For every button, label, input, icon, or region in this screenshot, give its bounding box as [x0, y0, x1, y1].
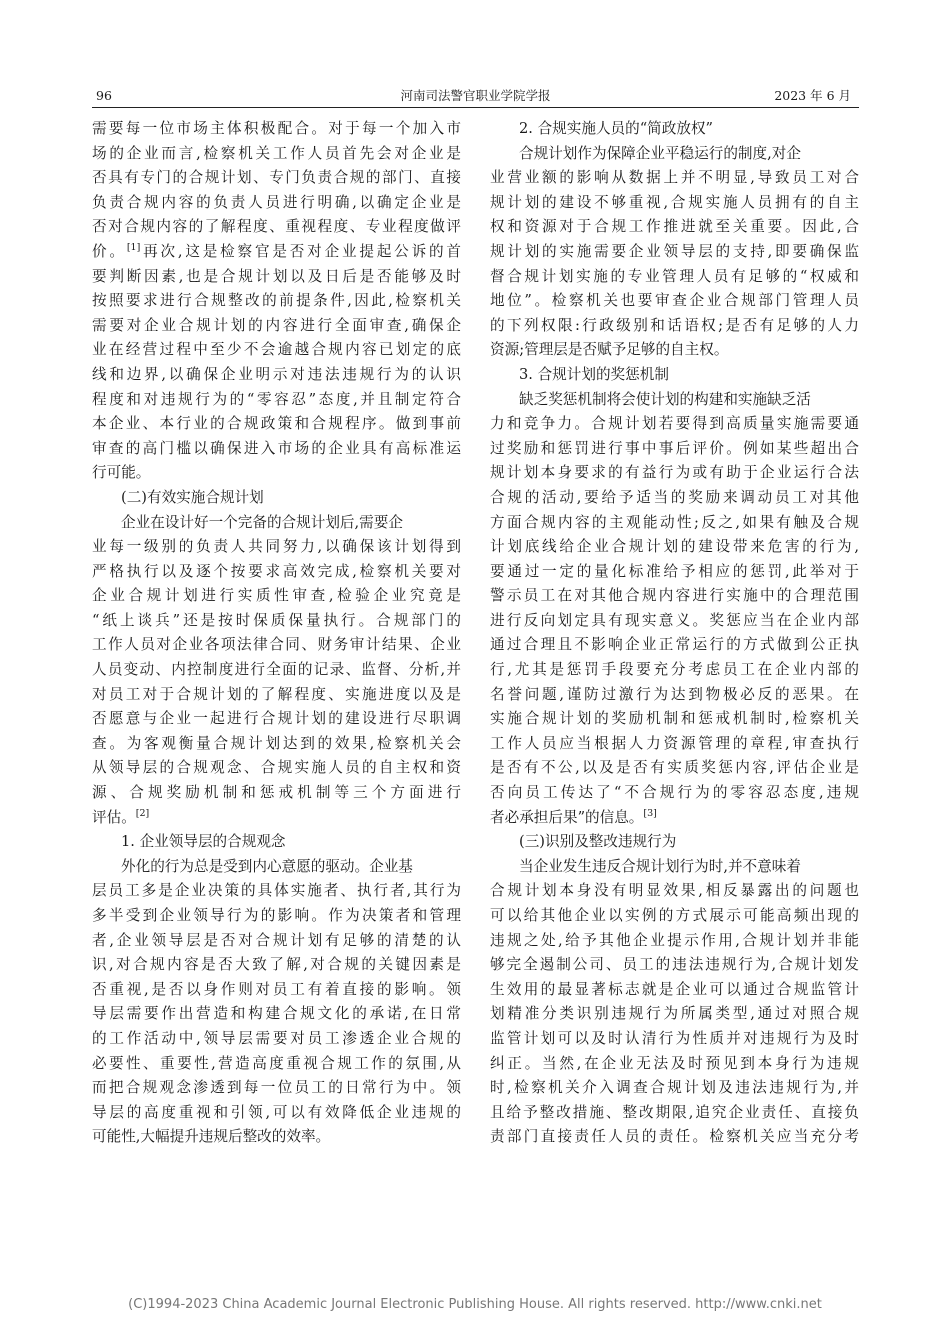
line-text: 地位”。检察机关也要审查企业合规部门管理人员: [490, 292, 859, 310]
line-text: 当企业发生违反合规计划行为时,并不意味着: [519, 857, 801, 875]
line-text: 合规计划本身没有明显效果,相反暴露出的问题也: [490, 882, 859, 900]
line-text: “纸上谈兵”还是按时保质保量执行。合规部门的: [92, 611, 461, 629]
line-text: 查。为客观衡量合规计划达到的效果,检察机关会: [92, 734, 461, 752]
text-line: [92, 338, 461, 363]
line-text: 违规之处,给予其他企业提示作用,合规计划并非能: [490, 931, 859, 949]
copyright-footer: (C)1994-2023 China Academic Journal Electronic Publishing House. All rights reserved. http://www.cnki.net: [128, 1297, 822, 1312]
text-line: [490, 314, 859, 339]
line-text: 多半受到企业领导行为的影响。作为决策者和管理: [92, 907, 461, 924]
text-line: [490, 142, 859, 167]
text-line: [92, 683, 461, 708]
page-number: 96: [96, 88, 112, 103]
line-text: 业在经营过程中至少不会逾越合规内容已划定的底: [92, 341, 461, 359]
line-text: (三)识别及整改违规行为: [519, 833, 677, 851]
text-line: [490, 461, 859, 486]
text-line: [490, 265, 859, 290]
line-text: 合规的活动,要给予适当的奖励来调动员工对其他: [490, 488, 859, 506]
line-text: 导层需要作出营造和构建合规文化的承诺,在日常: [92, 1005, 461, 1023]
line-text: 可以给其他企业以实例的方式展示可能高频出现的: [490, 907, 859, 924]
line-text: 进行反向划定具有现实意义。奖惩应当在企业内部: [490, 611, 859, 629]
line-text: 源、合规奖励机制和惩戒机制等三个方面进行: [92, 784, 461, 802]
text-line: [490, 806, 859, 831]
line-text: 本企业、本行业的合规政策和合规程序。做到事前: [92, 415, 461, 433]
text-line: [92, 461, 461, 486]
text-line: [490, 633, 859, 658]
text-line: [490, 486, 859, 511]
text-line: [490, 289, 859, 314]
text-line: [92, 756, 461, 781]
text-line: [490, 437, 859, 462]
line-text: 监管计划可以及时认清行为性质并对违规行为及时: [490, 1029, 859, 1047]
text-line: [490, 240, 859, 265]
text-line: [490, 1027, 859, 1052]
line-text: 层员工多是企业决策的具体实施者、执行者,其行为: [92, 882, 461, 900]
line-text: 1. 企业领导层的合规观念: [121, 833, 286, 851]
line-text: 价。: [92, 242, 127, 260]
line-text: 需要对企业合规计划的内容进行全面审查,确保企: [92, 316, 461, 334]
text-line: [490, 511, 859, 536]
text-line: [92, 1052, 461, 1077]
line-text: 要通过一定的量化标准给予相应的惩罚,此举对于: [490, 562, 859, 580]
text-line: [490, 1002, 859, 1027]
text-line: [92, 166, 461, 191]
line-text: 行,尤其是惩罚手段要充分考虑员工在企业内部的: [490, 661, 859, 679]
running-header: [92, 84, 859, 108]
citation-ref: [1]: [126, 242, 141, 254]
text-line: [490, 756, 859, 781]
text-line: [490, 707, 859, 732]
line-text: 缺乏奖惩机制将会使计划的构建和实施缺乏活: [519, 390, 811, 408]
line-text: 否重视,是否以身作则对员工有着直接的影响。领: [92, 980, 461, 998]
text-line: [92, 1076, 461, 1101]
text-line: [92, 1125, 461, 1150]
line-text: 导层的高度重视和引领,可以有效降低企业违规的: [92, 1103, 461, 1121]
text-line: [92, 879, 461, 904]
line-text: 的下列权限:行政级别和话语权;是否有足够的人力: [490, 316, 859, 334]
line-text: 划精准分类识别违规行为所属类型,通过对照合规: [490, 1005, 859, 1023]
right-column: [490, 117, 859, 1282]
text-line: [490, 535, 859, 560]
text-line: [490, 584, 859, 609]
line-text: 权和资源对于合规工作推进就至关重要。因此,合: [490, 218, 859, 236]
line-text: 生效用的最显著标志就是企业可以通过合规监管计: [490, 980, 859, 998]
text-line: [92, 265, 461, 290]
text-line: [92, 707, 461, 732]
text-line: [92, 1002, 461, 1027]
line-text: 实施合规计划的奖励机制和惩戒机制时,检察机关: [490, 710, 859, 728]
text-line: [92, 560, 461, 585]
text-line: [490, 1076, 859, 1101]
text-line: [92, 584, 461, 609]
text-line: [490, 338, 859, 363]
text-line: [490, 166, 859, 191]
line-text: 要判断因素,也是合规计划以及日后是否能够及时: [92, 267, 461, 285]
line-text: (二)有效实施合规计划: [121, 488, 264, 506]
text-line: [92, 412, 461, 437]
text-line: [490, 953, 859, 978]
text-line: [490, 879, 859, 904]
text-line: [92, 855, 461, 880]
text-line: [490, 363, 859, 388]
line-text: 业每一级别的负责人共同努力,以确保该计划得到: [92, 538, 461, 556]
line-text: 且给予整改措施、整改期限,追究企业责任、直接负: [490, 1103, 859, 1121]
text-line: [92, 486, 461, 511]
citation-ref: [3]: [643, 807, 657, 819]
line-text: 对员工对于合规计划的了解程度、实施进度以及是: [92, 685, 461, 703]
line-text: 警示员工在对其他合规内容进行实施中的合理范围: [490, 587, 859, 605]
line-text: 需要每一位市场主体积极配合。对于每一个加入市: [92, 120, 461, 137]
line-text: 可能性,大幅提升违规后整改的效率。: [92, 1128, 331, 1146]
line-text: 必要性、重要性,营造高度重视合规工作的氛围,从: [92, 1054, 461, 1072]
issue-date: 2023 年 6 月: [774, 88, 851, 103]
line-text: 计划底线给企业合规计划的建设带来危害的行为,: [490, 538, 859, 556]
text-line: [92, 191, 461, 216]
line-text: 资源;管理层是否赋予足够的自主权。: [490, 341, 729, 359]
text-line: [92, 978, 461, 1003]
line-text: 督合规计划实施的专业管理人员有足够的“权威和: [490, 267, 859, 285]
text-line: [490, 412, 859, 437]
line-text: 外化的行为总是受到内心意愿的驱动。企业基: [121, 857, 413, 875]
line-text: 行可能。: [92, 464, 151, 482]
text-line: [92, 1101, 461, 1126]
text-line: [92, 781, 461, 806]
line-text: 否向员工传达了“不合规行为的零容忍态度,违规: [490, 784, 859, 802]
line-text: 者,企业领导层是否对合规计划有足够的清楚的认: [92, 931, 461, 949]
line-text: 否对合规内容的了解程度、重视程度、专业程度做评: [92, 218, 461, 236]
line-text: 识,对合规内容是否大致了解,对合规的关键因素是: [92, 956, 461, 974]
line-text: 名誉问题,谨防过激行为达到物极必反的恶果。在: [490, 685, 859, 703]
citation-ref: [2]: [135, 807, 150, 819]
text-line: [92, 363, 461, 388]
line-text: 负责合规内容的负责人员进行明确,以确定企业是: [92, 193, 461, 211]
line-text: 审查的高门槛以确保进入市场的企业具有高标准运: [92, 439, 461, 457]
text-line: [490, 388, 859, 413]
text-line: [490, 978, 859, 1003]
text-line: [490, 1101, 859, 1126]
line-text: 企业在设计好一个完备的合规计划后,需要企: [121, 513, 403, 531]
line-text: 规计划本身要求的有益行为或有助于企业运行合法: [490, 464, 859, 482]
text-line: [92, 511, 461, 536]
text-line: [92, 732, 461, 757]
line-text: 方面合规内容的主观能动性;反之,如果有触及合规: [490, 513, 859, 531]
line-text: 纠正。当然,在企业无法及时预见到本身行为违规: [490, 1054, 859, 1072]
text-line: [92, 215, 461, 240]
text-line: [92, 535, 461, 560]
line-text: 场的企业而言,检察机关工作人员首先会对企业是: [92, 144, 461, 162]
line-text: 是否有不公,以及是否有实质奖惩内容,评估企业是: [490, 759, 859, 777]
text-line: [490, 215, 859, 240]
line-text: 按照要求进行合规整改的前提条件,因此,检察机关: [92, 292, 461, 310]
journal-title: 河南司法警官职业学院学报: [400, 88, 551, 103]
line-text: 工作人员对企业各项法律合同、财务审计结果、企业: [92, 636, 461, 654]
left-column: [92, 117, 461, 1282]
text-line: [92, 953, 461, 978]
text-line: [92, 830, 461, 855]
text-line: [490, 658, 859, 683]
text-line: [490, 191, 859, 216]
text-line: [490, 683, 859, 708]
line-text-continued: 再次,这是检察官是否对企业提起公诉的首: [140, 242, 461, 260]
text-line: [92, 289, 461, 314]
text-line: [490, 830, 859, 855]
text-line: [92, 929, 461, 954]
line-text: 工作人员应当根据人力资源管理的章程,审查执行: [490, 734, 859, 752]
line-text: 规计划的实施需要企业领导层的支持,即要确保监: [490, 242, 859, 260]
line-text: 程度和对违规行为的“零容忍”态度,并且制定符合: [92, 390, 461, 408]
line-text: 从领导层的合规观念、合规实施人员的自主权和资: [92, 759, 461, 777]
line-text: 人员变动、内控制度进行全面的记录、监督、分析,并: [92, 661, 461, 679]
line-text: 3. 合规计划的奖惩机制: [519, 365, 669, 383]
text-line: [490, 1125, 859, 1150]
line-text: 责部门直接责任人员的责任。检察机关应当充分考: [490, 1128, 859, 1146]
text-line: [92, 904, 461, 929]
text-line: [490, 732, 859, 757]
line-text: 严格执行以及逐个按要求高效完成,检察机关要对: [92, 562, 461, 580]
line-text: 够完全遏制公司、员工的违法违规行为,合规计划发: [490, 956, 859, 974]
text-line: [92, 314, 461, 339]
text-line: [490, 855, 859, 880]
text-line: [490, 609, 859, 634]
text-line: [490, 781, 859, 806]
line-text: 否具有专门的合规计划、专门负责合规的部门、直接: [92, 169, 461, 187]
line-text: 业营业额的影响从数据上并不明显,导致员工对合: [490, 169, 859, 187]
text-line: [490, 117, 859, 142]
text-line: [92, 1027, 461, 1052]
line-text: 时,检察机关介入调查合规计划及违法违规行为,并: [490, 1079, 859, 1097]
text-line: [92, 658, 461, 683]
line-text: 力和竞争力。合规计划若要得到高质量实施需要通: [490, 415, 859, 433]
text-line: [92, 633, 461, 658]
line-text: 过奖励和惩罚进行事中事后评价。例如某些超出合: [490, 439, 859, 457]
text-line: [92, 609, 461, 634]
text-line: [490, 1052, 859, 1077]
line-text: 而把合规观念渗透到每一位员工的日常行为中。领: [92, 1079, 461, 1097]
line-text: 2. 合规实施人员的“简政放权”: [519, 120, 714, 137]
line-text: 企业合规计划进行实质性审查,检验企业究竟是: [92, 587, 461, 605]
line-text: 者必承担后果”的信息。: [490, 808, 644, 826]
line-text: 合规计划作为保障企业平稳运行的制度,对企: [519, 144, 801, 162]
text-line: [490, 560, 859, 585]
line-text: 线和边界,以确保企业明示对违法违规行为的认识: [92, 365, 461, 383]
text-line: [490, 929, 859, 954]
text-line: [92, 437, 461, 462]
text-line: [92, 117, 461, 142]
text-line: [92, 142, 461, 167]
line-text: 的工作活动中,领导层需要对员工渗透企业合规的: [92, 1029, 461, 1047]
line-text: 规计划的建设不够重视,合规实施人员拥有的自主: [490, 193, 859, 211]
header-rule: [92, 107, 859, 108]
text-line: [92, 806, 461, 831]
text-line: [92, 388, 461, 413]
line-text: 否愿意与企业一起进行合规计划的建设进行尽职调: [92, 710, 461, 728]
text-line: [92, 240, 461, 265]
text-line: [490, 904, 859, 929]
line-text: 评估。: [92, 808, 136, 826]
line-text: 通过合理且不影响企业正常运行的方式做到公正执: [490, 636, 859, 654]
